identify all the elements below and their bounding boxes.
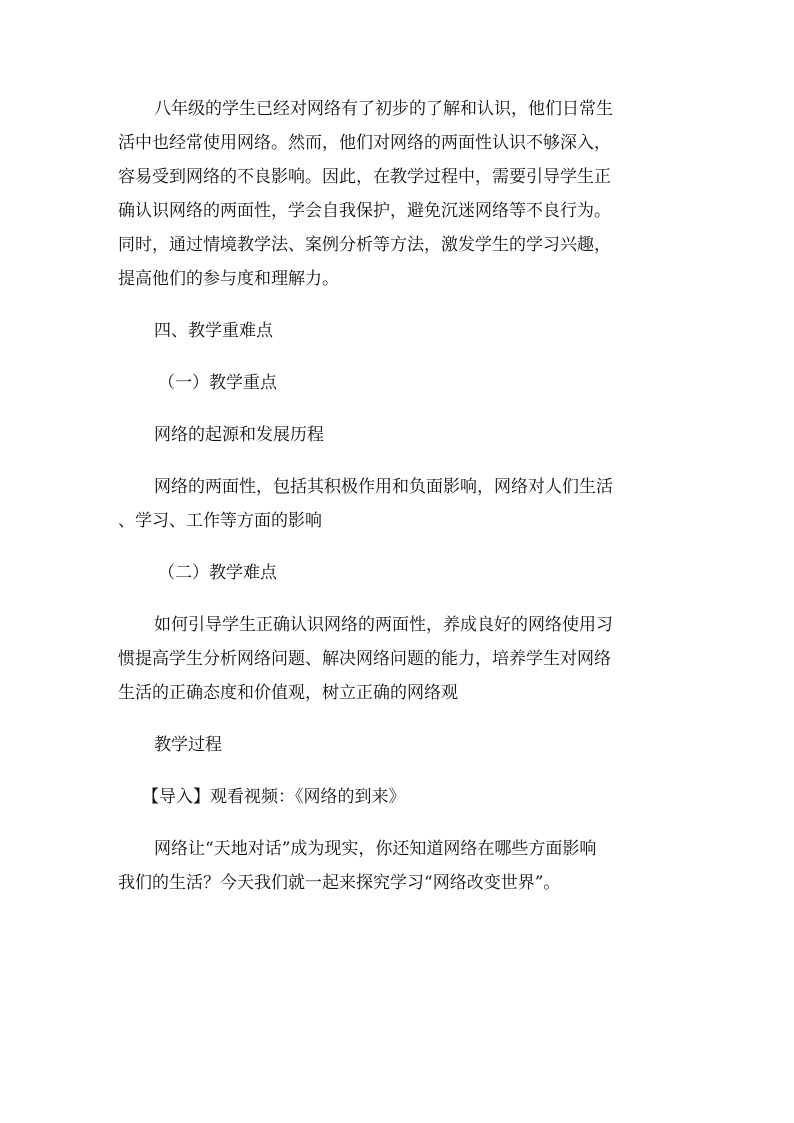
key-point-two-sides (118, 470, 678, 538)
text-line: 容易受到网络的不良影响。因此，在教学过程中，需要引导学生正 (118, 167, 611, 187)
difficult-point-paragraph (118, 608, 678, 710)
text-line: 八年级的学生已经对网络有了初步的了解和认识，他们日常生 (154, 99, 613, 119)
text-line: 网络让“天地对话”成为现实，你还知道网络在哪些方面影响 (154, 839, 597, 859)
intro-paragraph (118, 92, 678, 296)
intro-activity-heading: 【导入】观看视频：《网络的到来》 (142, 787, 406, 807)
section-heading-key-difficult: 四、教学重难点 (154, 321, 273, 341)
document-body (118, 92, 678, 918)
text-line: 生活的正确态度和价值观，树立正确的网络观 (118, 683, 458, 703)
text-line: 我们的生活？今天我们就一起来探究学习“网络改变世界”。 (118, 873, 561, 893)
intro-activity-paragraph (118, 832, 678, 900)
text-line: 确认识网络的两面性，学会自我保护，避免沉迷网络等不良行为。 (118, 201, 611, 221)
text-line: 提高他们的参与度和理解力。 (118, 269, 339, 289)
text-line: 惯提高学生分析网络问题、解决网络问题的能力，培养学生对网络 (118, 649, 611, 669)
process-heading: 教学过程 (154, 735, 222, 755)
text-line: 同时，通过情境教学法、案例分析等方法，激发学生的学习兴趣， (118, 235, 611, 255)
subheading-key-points: （一）教学重点 (158, 373, 277, 393)
text-line: 活中也经常使用网络。然而，他们对网络的两面性认识不够深入， (118, 133, 611, 153)
subheading-difficult-points: （二）教学难点 (158, 563, 277, 583)
text-line: 如何引导学生正确认识网络的两面性，养成良好的网络使用习 (154, 615, 613, 635)
text-line: 、学习、工作等方面的影响 (118, 511, 322, 531)
key-point-origin: 网络的起源和发展历程 (154, 425, 324, 445)
text-line: 网络的两面性，包括其积极作用和负面影响，网络对人们生活 (154, 477, 613, 497)
